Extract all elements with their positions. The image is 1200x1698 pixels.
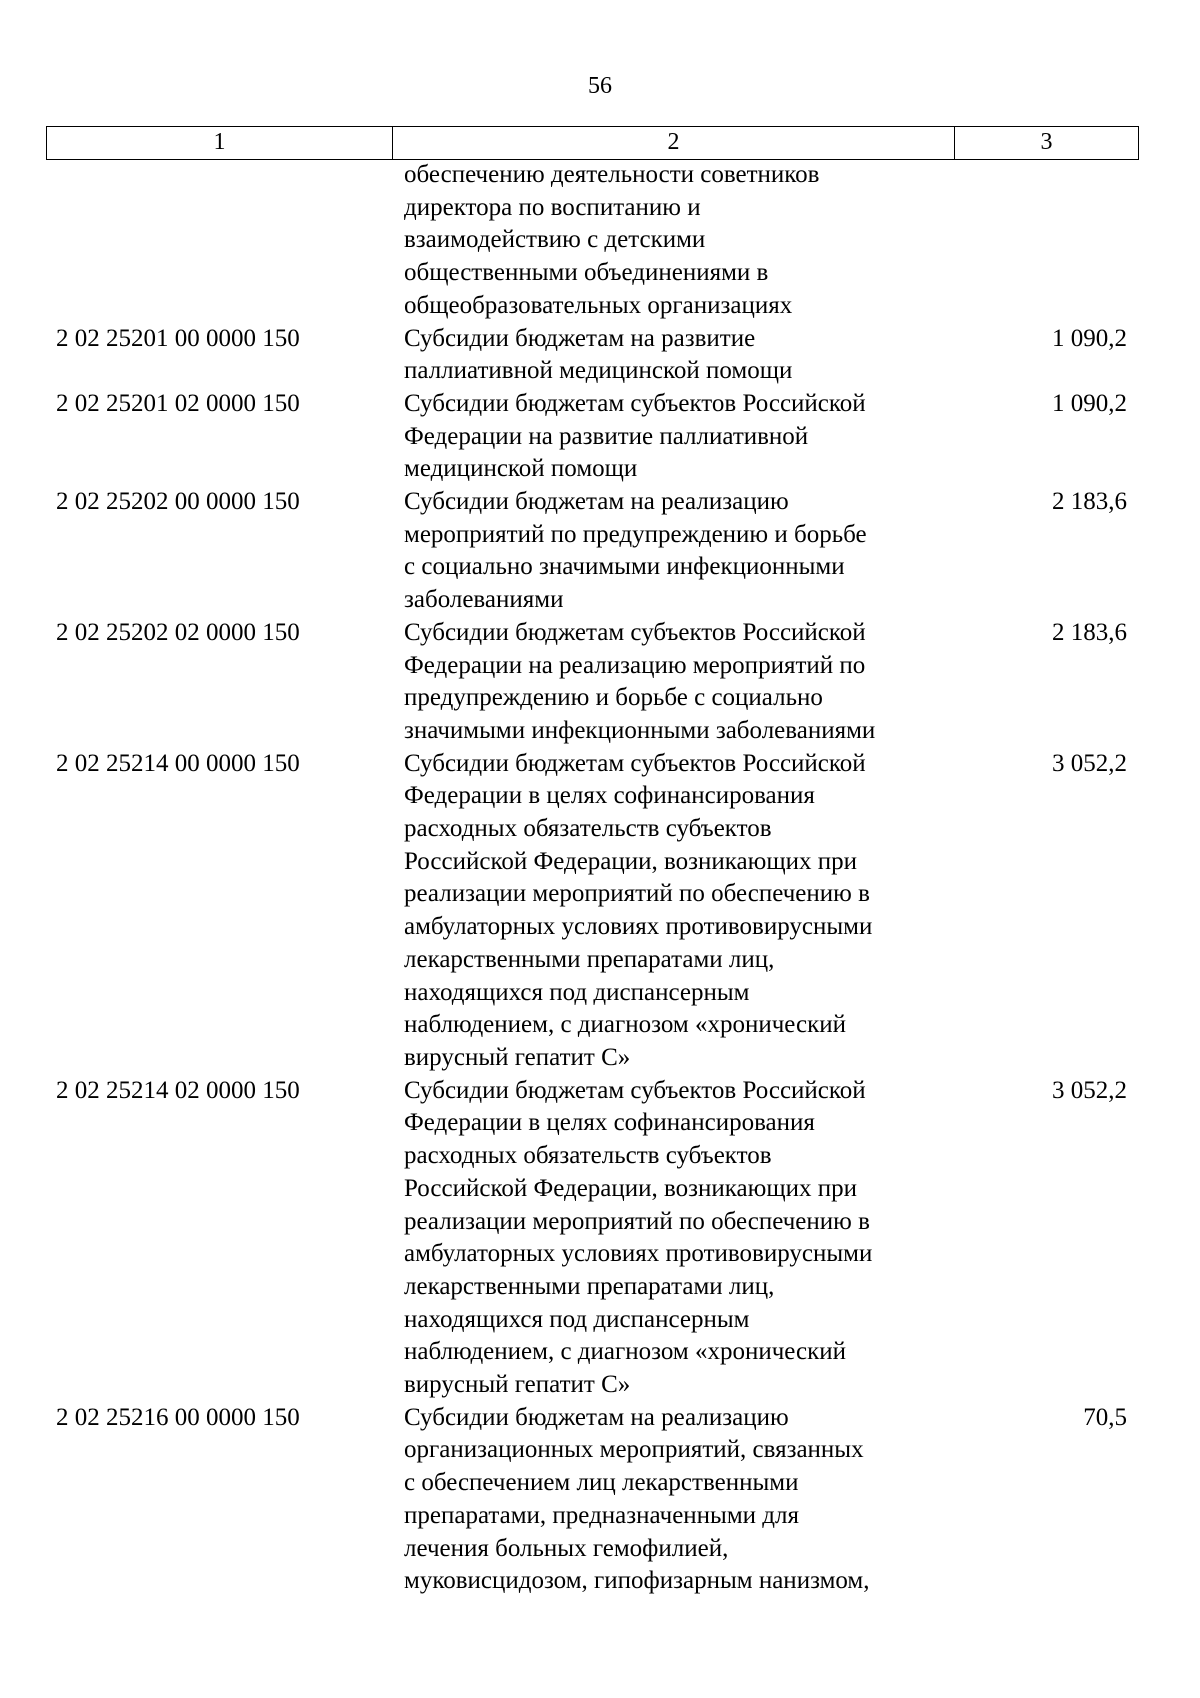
description-line: паллиативной медицинской помощи — [404, 357, 793, 385]
row-description — [392, 388, 954, 486]
table-row — [46, 617, 1139, 748]
table-row — [46, 748, 1139, 1075]
row-amount: 3 052,2 — [1052, 749, 1127, 777]
description-line: Федерации на развитие паллиативной — [404, 422, 809, 450]
description-line: амбулаторных условиях противовирусными — [404, 1240, 873, 1268]
row-description — [392, 748, 954, 1075]
row-amount: 1 090,2 — [1052, 389, 1127, 417]
description-line: взаимодействию с детскими — [404, 226, 706, 254]
header-col-2: 2 — [393, 127, 955, 159]
description-line: Российской Федерации, возникающих при — [404, 1174, 857, 1202]
row-code: 2 02 25202 02 0000 150 — [56, 618, 300, 646]
table-header — [46, 126, 1139, 160]
row-description — [392, 1075, 954, 1402]
description-line: расходных обязательств субъектов — [404, 1142, 772, 1170]
description-line: заболеваниями — [404, 586, 564, 614]
row-amount: 2 183,6 — [1052, 618, 1127, 646]
description-line: мероприятий по предупреждению и борьбе — [404, 520, 867, 548]
description-line: Федерации в целях софинансирования — [404, 1109, 815, 1137]
table-body — [46, 159, 1139, 1598]
description-line: с обеспечением лиц лекарственными — [404, 1469, 799, 1497]
description-line: реализации мероприятий по обеспечению в — [404, 1207, 870, 1235]
row-amount: 1 090,2 — [1052, 324, 1127, 352]
description-line: Субсидии бюджетам субъектов Российской — [404, 618, 866, 646]
row-description — [392, 486, 954, 617]
row-amount: 3 052,2 — [1052, 1076, 1127, 1104]
row-description — [392, 323, 954, 388]
description-line: обеспечению деятельности советников — [404, 161, 820, 188]
description-line: организационных мероприятий, связанных — [404, 1436, 864, 1464]
description-line: лечения больных гемофилией, — [404, 1534, 729, 1562]
description-line: медицинской помощи — [404, 455, 638, 483]
table-row — [46, 1075, 1139, 1402]
row-amount: 2 183,6 — [1052, 488, 1127, 516]
description-line: наблюдением, с диагнозом «хронический — [404, 1011, 846, 1039]
description-line: Субсидии бюджетам на реализацию — [404, 1403, 789, 1431]
description-line: препаратами, предназначенными для — [404, 1501, 799, 1529]
row-description — [392, 159, 954, 323]
description-line: Субсидии бюджетам субъектов Российской — [404, 389, 866, 417]
description-line: находящихся под диспансерным — [404, 1305, 750, 1333]
header-col-1: 1 — [47, 127, 393, 159]
row-amount: 70,5 — [1083, 1403, 1127, 1431]
row-code: 2 02 25202 00 0000 150 — [56, 488, 300, 516]
table-row — [46, 1402, 1139, 1598]
row-description — [392, 1402, 954, 1598]
table-row — [46, 486, 1139, 617]
description-line: Федерации в целях софинансирования — [404, 782, 815, 810]
header-col-3: 3 — [1040, 129, 1053, 155]
description-line: Субсидии бюджетам субъектов Российской — [404, 1076, 866, 1104]
description-line: предупреждению и борьбе с социально — [404, 684, 823, 712]
description-line: с социально значимыми инфекционными — [404, 553, 845, 581]
row-code: 2 02 25214 02 0000 150 — [56, 1076, 300, 1104]
table-row — [46, 388, 1139, 486]
description-line: общеобразовательных организациях — [404, 291, 793, 319]
description-line: директора по воспитанию и — [404, 193, 701, 221]
page-number: 56 — [588, 73, 612, 99]
description-line: находящихся под диспансерным — [404, 978, 750, 1006]
description-line: Российской Федерации, возникающих при — [404, 847, 857, 875]
description-line: наблюдением, с диагнозом «хронический — [404, 1338, 846, 1366]
row-description — [392, 617, 954, 748]
row-code: 2 02 25214 00 0000 150 — [56, 749, 300, 777]
description-line: амбулаторных условиях противовирусными — [404, 913, 873, 941]
row-code: 2 02 25201 00 0000 150 — [56, 324, 300, 352]
description-line: лекарственными препаратами лиц, — [404, 1272, 775, 1300]
description-line: Субсидии бюджетам субъектов Российской — [404, 749, 866, 777]
description-line: значимыми инфекционными заболеваниями — [404, 716, 876, 744]
description-line: Субсидии бюджетам на реализацию — [404, 488, 789, 516]
table-row — [46, 159, 1139, 323]
table-row — [46, 323, 1139, 388]
description-line: вирусный гепатит С» — [404, 1371, 631, 1399]
description-line: Субсидии бюджетам на развитие — [404, 324, 756, 352]
description-line: общественными объединениями в — [404, 259, 769, 287]
description-line: муковисцидозом, гипофизарным нанизмом, — [404, 1567, 870, 1595]
description-line: вирусный гепатит С» — [404, 1043, 631, 1071]
description-line: расходных обязательств субъектов — [404, 815, 772, 843]
description-line: реализации мероприятий по обеспечению в — [404, 880, 870, 908]
row-code: 2 02 25201 02 0000 150 — [56, 389, 300, 417]
description-line: лекарственными препаратами лиц, — [404, 945, 775, 973]
row-code: 2 02 25216 00 0000 150 — [56, 1403, 300, 1431]
description-line: Федерации на реализацию мероприятий по — [404, 651, 866, 679]
